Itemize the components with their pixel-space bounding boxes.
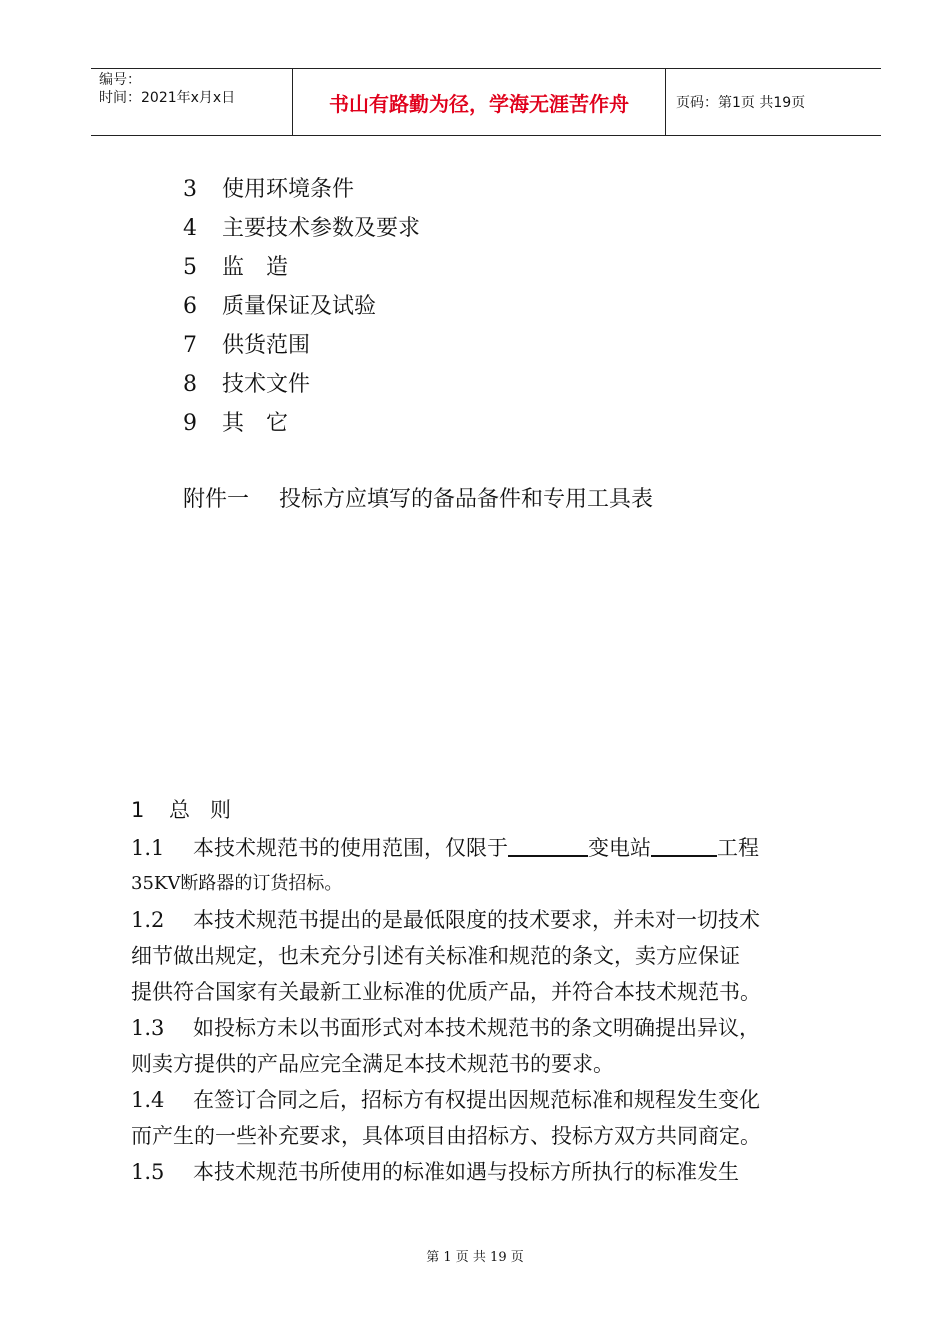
paragraph-line [131, 1082, 846, 1118]
paragraph-line [131, 1010, 846, 1046]
paragraph-number: 1.2 [131, 908, 165, 932]
section-title: 总则 [169, 798, 251, 822]
appendix-title: 投标方应填写的备品备件和专用工具表 [279, 487, 654, 512]
paragraph-text: 变电站 [588, 836, 651, 860]
paragraph-number: 1.3 [131, 1016, 165, 1040]
toc-item [183, 404, 420, 443]
paragraph-line: 35KV断路器的订货招标。 [131, 873, 343, 894]
toc-item-number: 3 [183, 177, 197, 202]
toc-item [183, 287, 420, 326]
toc-item [183, 209, 420, 248]
toc-item-title: 技术文件 [222, 372, 311, 397]
header-motto: 书山有路勤为径，学海无涯苦作舟 [293, 69, 666, 135]
toc-item-title: 主要技术参数及要求 [222, 216, 421, 241]
fill-in-blank [651, 833, 717, 857]
page-footer: 第 1 页 共 19 页 [426, 1250, 524, 1265]
paragraph-line [131, 830, 846, 866]
toc-item-number: 8 [183, 372, 197, 397]
section-body [131, 830, 846, 1190]
toc-item-number: 6 [183, 294, 197, 319]
appendix-label: 附件一 [183, 487, 250, 512]
toc-item-title: 使用环境条件 [222, 177, 355, 202]
paragraph-line: 提供符合国家有关最新工业标准的优质产品，并符合本技术规范书。 [131, 980, 761, 1004]
toc-item [183, 170, 420, 209]
toc-item [183, 326, 420, 365]
toc-item-title: 质量保证及试验 [222, 294, 377, 319]
appendix-line [183, 480, 653, 519]
toc-item-number: 7 [183, 333, 197, 358]
toc-item [183, 365, 420, 404]
document-header [91, 68, 881, 136]
paragraph-number: 1.5 [131, 1160, 165, 1184]
fill-in-blank [508, 833, 588, 857]
toc-item-title: 其 它 [222, 411, 289, 436]
paragraph-line [131, 1154, 846, 1190]
paragraph-text: 在签订合同之后，招标方有权提出因规范标准和规程发生变化 [193, 1088, 760, 1112]
time-label: 时间：2021年x月x日 [99, 90, 236, 106]
paragraph-line [131, 902, 846, 938]
paragraph-number: 1.4 [131, 1088, 165, 1112]
paragraph-line: 而产生的一些补充要求，具体项目由招标方、投标方双方共同商定。 [131, 1124, 761, 1148]
toc-item-title: 供货范围 [222, 333, 311, 358]
section-heading [131, 792, 251, 828]
paragraph-text: 本技术规范书的使用范围，仅限于 [193, 836, 508, 860]
toc-item-title: 监 造 [222, 255, 289, 280]
paragraph-text: 如投标方未以书面形式对本技术规范书的条文明确提出异议， [193, 1016, 760, 1040]
toc-item-number: 9 [183, 411, 197, 436]
paragraph-text: 本技术规范书提出的是最低限度的技术要求，并未对一切技术 [193, 908, 760, 932]
serial-label: 编号： [99, 72, 141, 88]
paragraph-line: 则卖方提供的产品应完全满足本技术规范书的要求。 [131, 1052, 614, 1076]
toc-item-number: 4 [183, 216, 197, 241]
header-meta-cell [91, 69, 293, 135]
paragraph-number: 1.1 [131, 836, 165, 860]
paragraph-text: 工程 [717, 836, 759, 860]
toc-item-number: 5 [183, 255, 197, 280]
toc-item [183, 248, 420, 287]
paragraph-text: 本技术规范书所使用的标准如遇与投标方所执行的标准发生 [193, 1160, 739, 1184]
header-page-info: 页码：第1页 共19页 [676, 95, 806, 111]
table-of-contents [183, 170, 420, 443]
section-number: 1 [131, 798, 145, 822]
paragraph-line: 细节做出规定，也未充分引述有关标准和规范的条文，卖方应保证 [131, 944, 740, 968]
